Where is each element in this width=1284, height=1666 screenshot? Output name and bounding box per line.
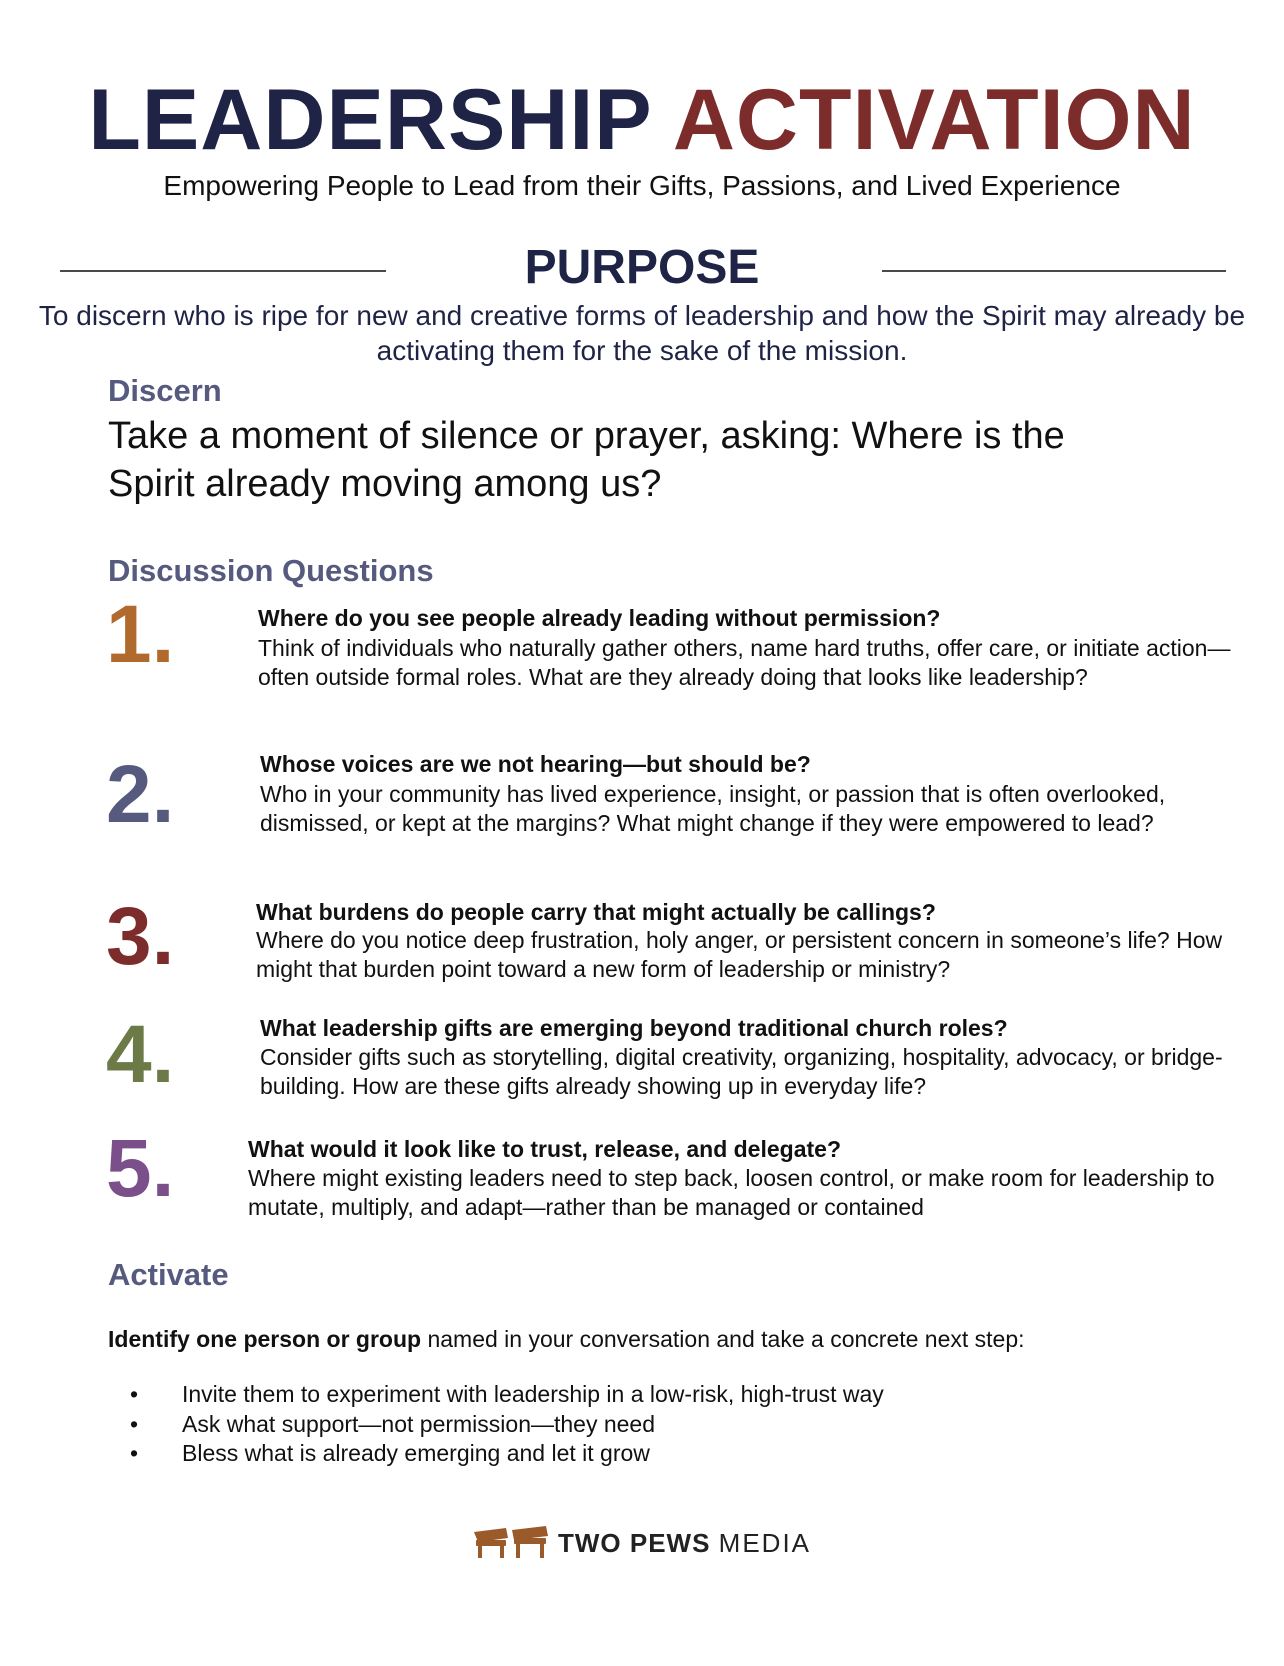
question-body: Where do you notice deep frustration, holy anger, or persistent concern in someone’s life? How might that burden point toward a new form of leadership or ministry? — [256, 927, 1223, 982]
question-number: 1. — [106, 589, 175, 680]
discern-prompt: Take a moment of silence or prayer, asking: Where is the Spirit already moving among us? — [108, 415, 1065, 505]
brand-name — [558, 1528, 811, 1559]
question-title: What burdens do people carry that might actually be callings? — [256, 899, 936, 925]
activate-intro-rest: named in your conversation and take a concrete next step: — [421, 1326, 1025, 1352]
list-item — [130, 1380, 884, 1410]
question-title: What would it look like to trust, release, and delegate? — [248, 1136, 841, 1162]
question-body: Who in your community has lived experience, insight, or passion that is often overlooked, dismissed, or kept at the margins? What might change if they were empowered to lead? — [260, 781, 1166, 836]
purpose-text: To discern who is ripe for new and creative forms of leadership and how the Spirit may already be activating them for the sake of the mission. — [38, 300, 1246, 366]
bullet-icon: • — [130, 1440, 139, 1466]
page-subtitle: Empowering People to Lead from their Gifts, Passions, and Lived Experience — [163, 170, 1121, 201]
title-word-leadership: LEADERSHIP — [88, 72, 652, 168]
pews-icon — [472, 1526, 550, 1560]
question-body: Where might existing leaders need to step back, loosen control, or make room for leadership to mutate, multiply, and adapt—rather than be managed or contained — [248, 1165, 1215, 1220]
brand-logo — [472, 1526, 811, 1560]
activate-bullet-list — [130, 1380, 884, 1469]
purpose-heading: PURPOSE — [524, 241, 760, 294]
list-item-text: Bless what is already emerging and let it grow — [182, 1440, 650, 1466]
question-title: Whose voices are we not hearing—but should be? — [260, 751, 811, 777]
discussion-heading: Discussion Questions — [108, 553, 434, 588]
list-item-text: Ask what support—not permission—they need — [182, 1410, 656, 1437]
bullet-icon: • — [130, 1381, 139, 1407]
question-number: 5. — [106, 1123, 175, 1214]
question-number: 3. — [106, 891, 175, 982]
question-number: 4. — [106, 1009, 175, 1100]
title-word-activation: ACTIVATION — [672, 72, 1196, 168]
question-title: What leadership gifts are emerging beyond traditional church roles? — [260, 1015, 1008, 1041]
brand-name-light: MEDIA — [718, 1527, 812, 1558]
activate-intro — [108, 1324, 1025, 1354]
brand-name-bold: TWO PEWS — [558, 1527, 711, 1558]
activate-intro-bold: Identify one person or group — [108, 1326, 422, 1352]
bullet-icon: • — [130, 1410, 139, 1437]
list-item — [130, 1439, 884, 1469]
question-number: 2. — [106, 749, 175, 840]
page-title — [0, 70, 1284, 170]
activate-heading: Activate — [108, 1257, 229, 1292]
list-item-text: Invite them to experiment with leadership in a low-risk, high-trust way — [182, 1381, 884, 1407]
question-body: Consider gifts such as storytelling, digital creativity, organizing, hospitality, advocacy, or bridge-building. How are these gifts already showing up in everyday life? — [260, 1044, 1223, 1099]
question-body: Think of individuals who naturally gather others, name hard truths, offer care, or initiate action—often outside formal roles. What are they already doing that looks like leadership? — [258, 635, 1231, 690]
discern-heading: Discern — [108, 373, 222, 408]
list-item — [130, 1410, 884, 1440]
question-title: Where do you see people already leading without permission? — [258, 605, 941, 631]
